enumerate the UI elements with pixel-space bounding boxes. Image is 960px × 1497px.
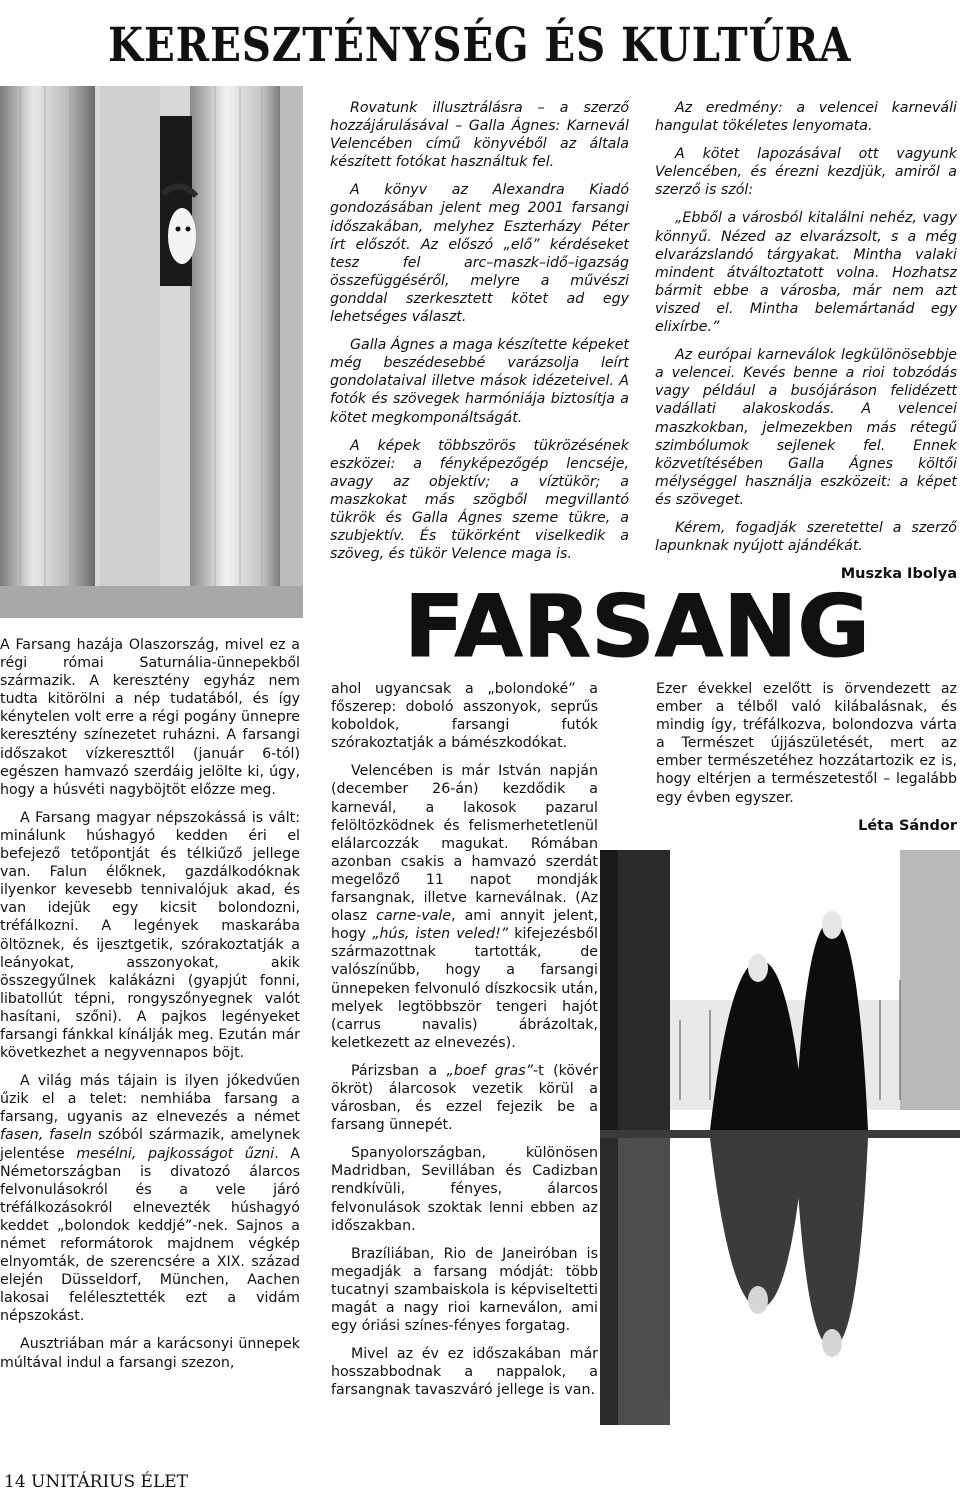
intro-paragraph: Galla Ágnes a maga készítette képeket még beszédesebbé varázsolja leírt gondolataival illetve mások idézeteivel. A fotók és szövegek harmóniája biztosítja a kötet megkomponáltságát. (330, 337, 629, 426)
article-signature: Léta Sándor (858, 817, 957, 834)
article-paragraph: Ausztriában már a karácsonyi ünnepek múltával indul a farsangi szezon, (0, 1336, 300, 1371)
article-paragraph: Párizsban a „boef gras”-t (kövér ökröt) álarcosok vezetik körül a városban, és ezzel fejezik be a farsang ünnepét. (331, 1062, 598, 1134)
farsang-logo (402, 582, 872, 670)
photo-masked-figures-reflection (600, 850, 960, 1425)
intro-paragraph: A kötet lapozásával ott vagyunk Velencében, és érezni kezdjük, amiről a szerző is szól: (655, 146, 957, 199)
article-column-2 (331, 680, 598, 1409)
intro-paragraph: Az eredmény: a velencei karneváli hangulat tökéletes lenyomata. (655, 100, 957, 135)
article-paragraph: ahol ugyancsak a „bolondoké” a főszerep: doboló asszonyok, seprűs koboldok, farsangi futók szórakoztatják a bámészkodókat. (331, 681, 598, 752)
section-title: KERESZTÉNYSÉG ÉS KULTÚRA (108, 18, 852, 73)
article-paragraph: A Farsang hazája Olaszország, mivel ez a régi római Saturnália-ünnepekből származik. A keresztény egyház nem tudta kitörölni a nép tudatából, és így kénytelen volt erre a régi pogány ünnepre keresztény színezetet ruházni. A farsangi időszakot vízkereszttől (január 6-tól) egészen hamvazó szerdáig jelölte ki, úgy, hogy a húsvéti nagyböjtöt előzze meg. (0, 637, 300, 798)
intro-paragraph: A könyv az Alexandra Kiadó gondozásában jelent meg 2001 farsangi időszakában, melyhez Eszterházy Péter írt előszót. Az előszó „elő” kérdéseket tesz fel arc–maszk–idő–igazság összefüggéséről, melyre a művészi gonddal szerkesztett kötet ad egy lehetséges választ. (330, 182, 629, 326)
page-footer: 14 UNITÁRIUS ÉLET (4, 1472, 188, 1492)
intro-quote: „Ebből a városból kitalálni nehéz, vagy könnyű. Nézed az elvarázsolt, s a még elvarázslandó tárgyakat. Mintha valaki mindent átváltoztatott volna. Hozhatsz bármit ebbe a városba, már nem azt viszed el. Mintha belemártanád egy elixírbe.” (655, 210, 957, 336)
farsang-logo-text: FARSANG (404, 582, 870, 670)
article-paragraph: A világ más tájain is ilyen jókedvűen űzik el a telet: nemhiába farsang a farsang, ugyanis az elnevezés a német fasen, faseln szóból származik, amelynek jelentése mesélni, pajkosságot űzni. A Németországban is divatozó álarcos felvonulásokról és a vele járó tréfálkozásokról elnevezték húshagyó keddet „bolondok keddjé”-nek. Sajnos a német reformátorok majdnem végkép elnyomták, de szerencsére a XIX. század elején Düsseldorf, München, Aachen lakosai felélesztették ezt a vidám népszokást. (0, 1073, 300, 1325)
intro-paragraph: Kérem, fogadják szeretettel a szerző lapunknak nyújott ajándékát. (655, 519, 957, 555)
article-paragraph: Spanyolországban, különösen Madridban, Sevillában és Cadizban rendkívüli, fényes, álarcos felvonulások szoktak lenni ebben az időszakban. (331, 1145, 598, 1234)
intro-column-1 (330, 99, 629, 573)
article-paragraph: A Farsang magyar népszokássá is vált: minálunk húshagyó kedden éri el befejező tetőpontját és télkiűző jellege van. Falun élőknek, gazdálkodóknak ilyenkor kevesebb tennivalójuk akad, és van idejük egy kicsit bolondozni, tréfálkozni. A legények maskarába öltöznek, és ijesztgetik, szórakoztatják a leányokat, asszonyokat, akik összegyűlnek kalákázni (gyapjút fonni, libatollút tépni, rongyszőnyegnek valót hasítani, szőni). A pajkos legényeket farsangi fánkkal kínálják meg. Ezután már következhet a negyvennapos böjt. (0, 809, 300, 1062)
intro-paragraph: Rovatunk illusztrálásra – a szerző hozzájárulásával – Galla Ágnes: Karnevál Velencében című könyvéből az általa készített fotókat használtuk fel. (330, 100, 629, 171)
intro-paragraph: Az európai karneválok legkülönösebbje a velencei. Kevés benne a rioi tobzódás vagy például a busójáráson felidézett vadállati alakoskodás. A velencei maszkokban, jelmezekben más rétegű szimbólumok sejlenek fel. Ennek közvetítésében Galla Ágnes költői mélységgel használja eszközeit: a képet és szöveget. (655, 347, 957, 508)
article-paragraph: Ezer évekkel ezelőtt is örvendezett az ember a télből való kilábalásnak, és mindig így, tréfálkozva, bolondozva várta a Természet újjászületését, mert az ember természetéhez hozzátartozik ez is, hogy eltérjen a természetestől – legalább egy évben egyszer. (656, 681, 957, 806)
photo-masked-figure-columns (0, 86, 303, 618)
intro-signature: Muszka Ibolya (840, 566, 957, 583)
intro-paragraph: A képek többszörös tükrözésének eszközei: a fényképezőgép lencséje, avagy az objektív; a víztükör; a maszkokat más szögből megvillantó tükrök és Galla Ágnes szeme tükre, a szubjektív. És tükörként viselkedik a szöveg, és tükör Velence maga is. (330, 437, 629, 563)
article-paragraph: Brazíliában, Rio de Janeiróban is megadják a farsang módját: több tucatnyi szambaiskola is képviseltetti magát a nagy rioi karneválon, ami egy óriási színes-fényes forgatag. (331, 1245, 598, 1335)
intro-column-2 (655, 99, 957, 593)
article-column-3 (656, 680, 957, 845)
article-paragraph: Velencében is már István napján (december 26-án) kezdődik a karnevál, a lakosok pazarul felöltözködnek és felismerhetetlenül elálarcozzák magukat. Rómában azonban csakis a hamvazó szerdát megelőző 11 napot mondják farsangnak, illetve karneválnak. (Az olasz carne-vale, ami annyit jelent, hogy „hús, isten veled!” kifejezésből származottnak tartották, de valószínűbb, hogy a farsangi ünnepeken felvonuló díszkocsik után, melyek legtöbbször tengeri hajót (carrus navalis) ábrázoltak, keletkezett az elnevezés). (331, 763, 599, 1051)
article-column-1 (0, 636, 300, 1382)
article-paragraph: Mivel az év ez időszakában már hosszabbodnak a nappalok, a farsangnak tavaszváró jellege is van. (331, 1346, 598, 1399)
